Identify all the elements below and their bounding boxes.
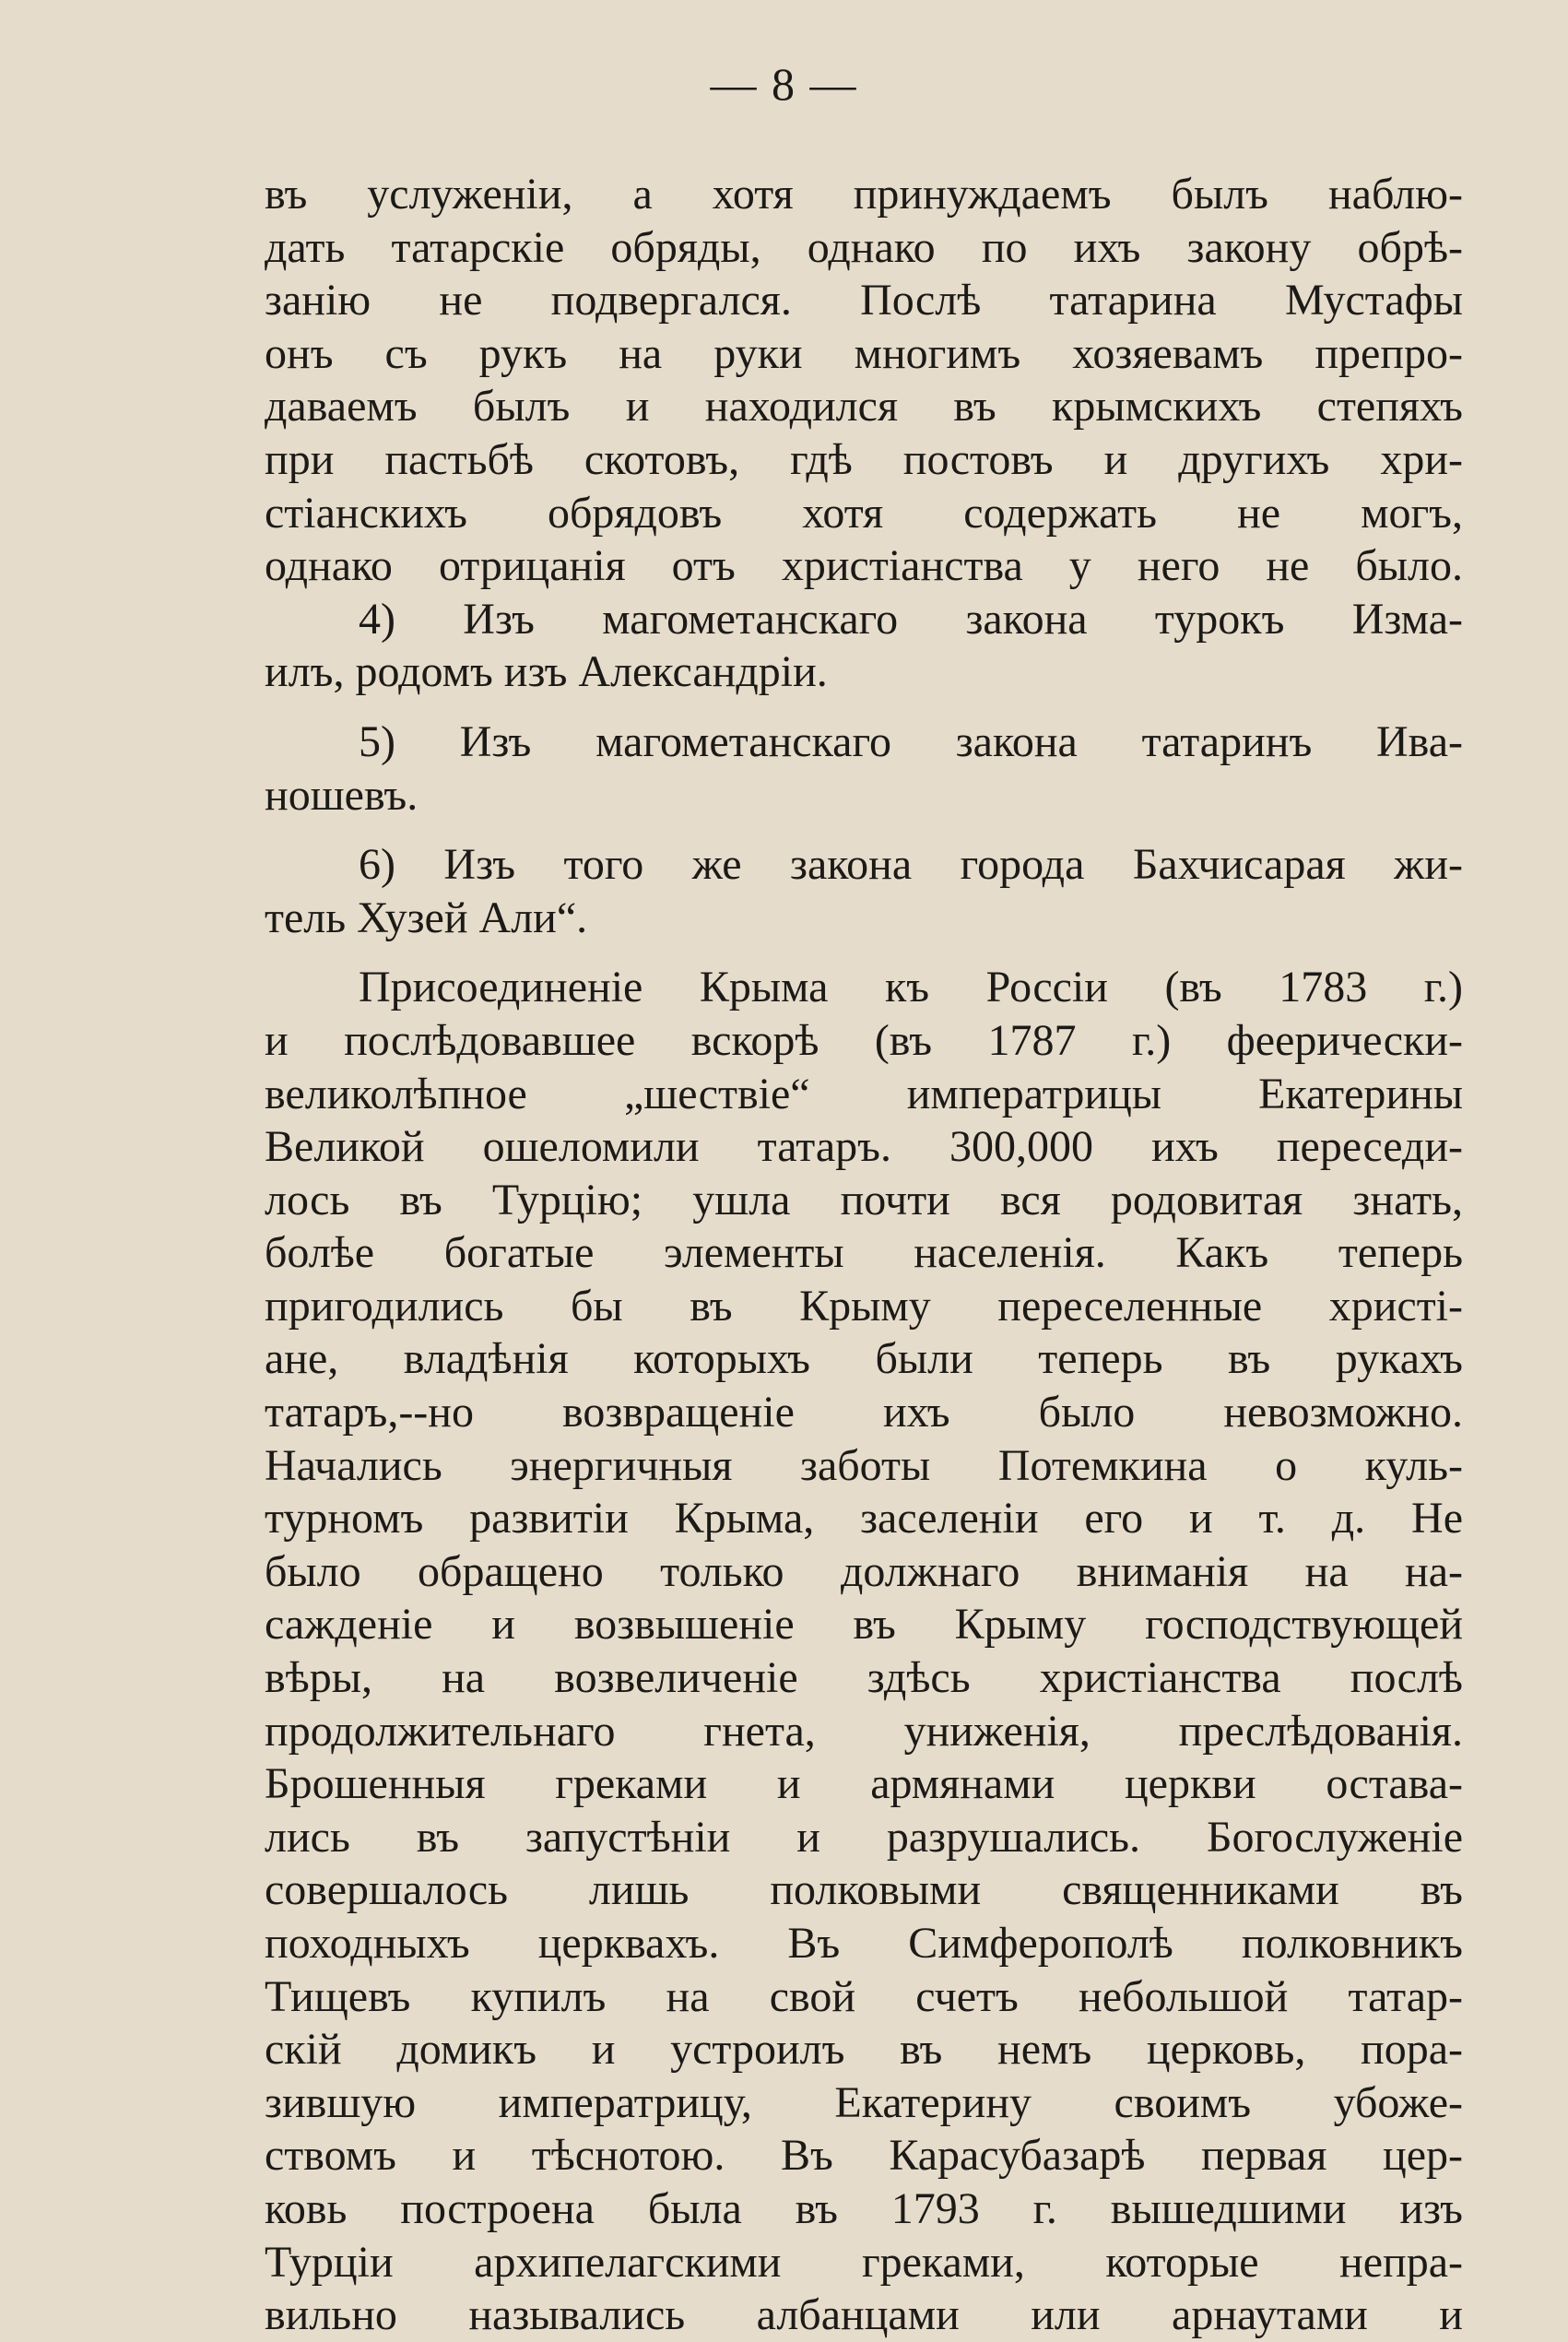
text-line: 6) Изъ того же закона города Бахчисарая жи- <box>359 840 1463 890</box>
text-line: при пастьбѣ скотовъ, гдѣ постовъ и другихъ хри- <box>265 434 1463 484</box>
text-line: пригодились бы въ Крыму переселенные христі- <box>265 1281 1463 1331</box>
text-line: дать татарскіе обряды, однако по ихъ закону обрѣ- <box>265 222 1463 272</box>
text-line: Брошенныя греками и армянами церкви остава- <box>265 1759 1463 1809</box>
text-line: Турціи архипелагскими греками, которые непра- <box>265 2237 1463 2287</box>
text-line: тель Хузей Али“. <box>265 893 588 942</box>
text-line: занію не подвергался. Послѣ татарина Мустафы <box>265 276 1463 325</box>
text-line: Присоединеніе Крыма къ Россіи (въ 1783 г.) <box>359 963 1463 1012</box>
text-line: вильно назывались албанцами или арнаутами и <box>265 2290 1463 2340</box>
text-line: было обращено только должнаго вниманія на на- <box>265 1546 1463 1596</box>
text-line: совершалось лишь полковыми священниками въ <box>265 1865 1463 1915</box>
text-line: Начались энергичныя заботы Потемкина о куль- <box>265 1440 1463 1490</box>
text-line: походныхъ церквахъ. Въ Симферополѣ полковникъ <box>265 1919 1463 1968</box>
text-line: ане, владѣнія которыхъ были теперь въ рукахъ <box>265 1334 1463 1384</box>
body-text <box>265 168 1463 2342</box>
text-line: турномъ развитіи Крыма, заселеніи его и т. д. Не <box>265 1494 1463 1544</box>
text-line: Тищевъ купилъ на свой счетъ небольшой татар- <box>265 1971 1463 2021</box>
text-line: и послѣдовавшее вскорѣ (въ 1787 г.) феерически- <box>265 1015 1463 1065</box>
text-line: ношевъ. <box>265 770 419 820</box>
text-line: онъ съ рукъ на руки многимъ хозяевамъ препро- <box>265 328 1463 378</box>
text-line: сажденіе и возвышеніе въ Крыму господствующей <box>265 1600 1463 1650</box>
text-line: даваемъ былъ и находился въ крымскихъ степяхъ <box>265 382 1463 432</box>
text-line: лись въ запустѣніи и разрушались. Богослуженіе <box>265 1812 1463 1862</box>
text-line: скій домикъ и устроилъ въ немъ церковь, пора- <box>265 2025 1463 2075</box>
text-line: илъ, родомъ изъ Александріи. <box>265 647 828 697</box>
text-line: татаръ,--но возвращеніе ихъ было невозможно. <box>265 1388 1463 1437</box>
text-line: ствомъ и тѣснотою. Въ Карасубазарѣ первая цер- <box>265 2131 1463 2181</box>
text-line: вѣры, на возвеличеніе здѣсь христіанства послѣ <box>265 1653 1463 1703</box>
text-line: однако отрицанія отъ христіанства у него не было. <box>265 541 1463 591</box>
text-line: стіанскихъ обрядовъ хотя содержать не могъ, <box>265 488 1463 538</box>
text-line: 5) Изъ магометанскаго закона татаринъ Ива- <box>359 716 1463 766</box>
text-line: 4) Изъ магометанскаго закона турокъ Изма- <box>359 594 1463 644</box>
text-line: ковь построена была въ 1793 г. вышедшими изъ <box>265 2183 1463 2233</box>
page-number: — 8 — <box>710 58 858 110</box>
text-line: лось въ Турцію; ушла почти вся родовитая знать, <box>265 1175 1463 1224</box>
text-line: въ услуженіи, а хотя принуждаемъ былъ наблю- <box>265 170 1463 219</box>
text-line: зившую императрицу, Екатерину своимъ убоже- <box>265 2077 1463 2127</box>
text-line: продолжительнаго гнета, униженія, преслѣдованія. <box>265 1706 1463 1756</box>
text-line: великолѣпное „шествіе“ императрицы Екатерины <box>265 1069 1463 1118</box>
text-line: Великой ошеломили татаръ. 300,000 ихъ переседи- <box>265 1122 1463 1172</box>
text-line: болѣе богатые элементы населенія. Какъ теперь <box>265 1228 1463 1278</box>
